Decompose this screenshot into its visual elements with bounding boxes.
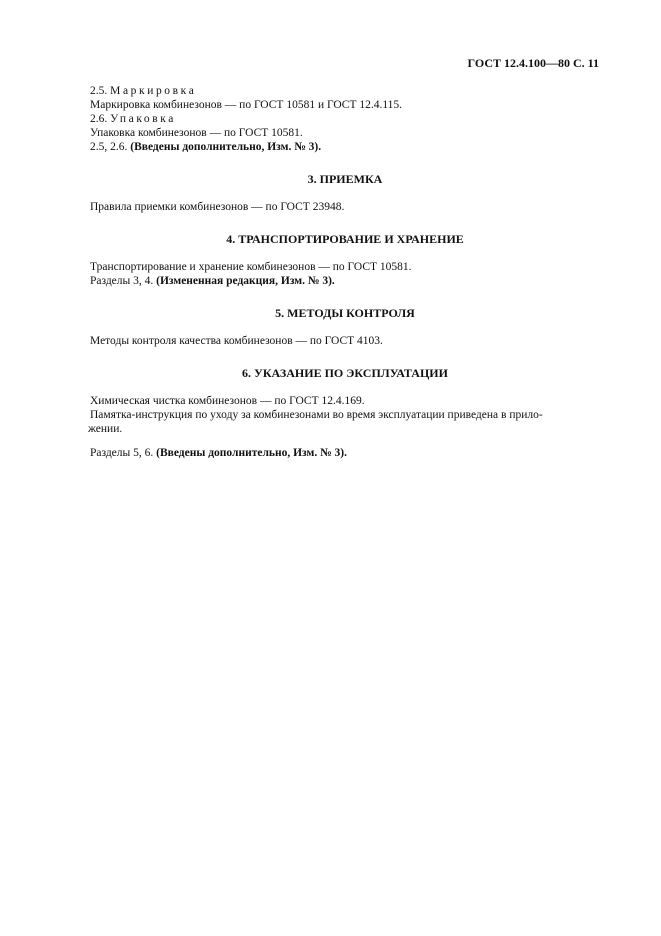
clause-number: 2.5. [90,85,108,97]
clause-2-6-body: Упаковка комбинезонов — по ГОСТ 10581. [90,127,303,139]
section-title-operation: 6. УКАЗАНИЕ ПО ЭКСПЛУАТАЦИИ [242,366,448,380]
clause-2-6-heading [90,112,600,126]
amendment-note [90,274,600,288]
page-header: ГОСТ 12.4.100—80 С. 11 [467,56,599,70]
note-amendment: (Введены дополнительно, Изм. № 3). [130,141,322,153]
section-title-control-methods: 5. МЕТОДЫ КОНТРОЛЯ [275,306,415,320]
section-4-body: Транспортирование и хранение комбинезонов — по ГОСТ 10581. [90,261,412,273]
clause-title: Маркировка [110,85,197,97]
section-title-transport-storage: 4. ТРАНСПОРТИРОВАНИЕ И ХРАНЕНИЕ [226,232,464,246]
document-body [90,84,600,460]
note-prefix: Разделы 5, 6. [90,447,154,459]
clause-2-5-body: Маркировка комбинезонов — по ГОСТ 10581 и ГОСТ 12.4.115. [90,99,403,111]
section-5-body: Методы контроля качества комбинезонов — по ГОСТ 4103. [90,335,383,347]
clause-2-5-heading [90,84,600,98]
clause-number: 2.6. [90,113,108,125]
note-amendment: (Введены дополнительно, Изм. № 3). [156,447,347,459]
amendment-note [90,140,600,154]
section-6-body-2-line-1: Памятка-инструкция по уходу за комбинезонами во время эксплуатации приведена в прило- [90,409,543,421]
note-amendment: (Измененная редакция, Изм. № 3). [156,275,335,287]
note-prefix: Разделы 3, 4. [90,275,154,287]
clause-title: Упаковка [110,113,177,125]
amendment-note [90,446,600,460]
section-6-body-1: Химическая чистка комбинезонов — по ГОСТ 12.4.169. [90,395,365,407]
note-prefix: 2.5, 2.6. [90,141,128,153]
section-title-acceptance: 3. ПРИЕМКА [307,172,383,186]
section-6-body-2-line-2: жении. [88,423,123,435]
section-3-body: Правила приемки комбинезонов — по ГОСТ 23948. [90,201,345,213]
